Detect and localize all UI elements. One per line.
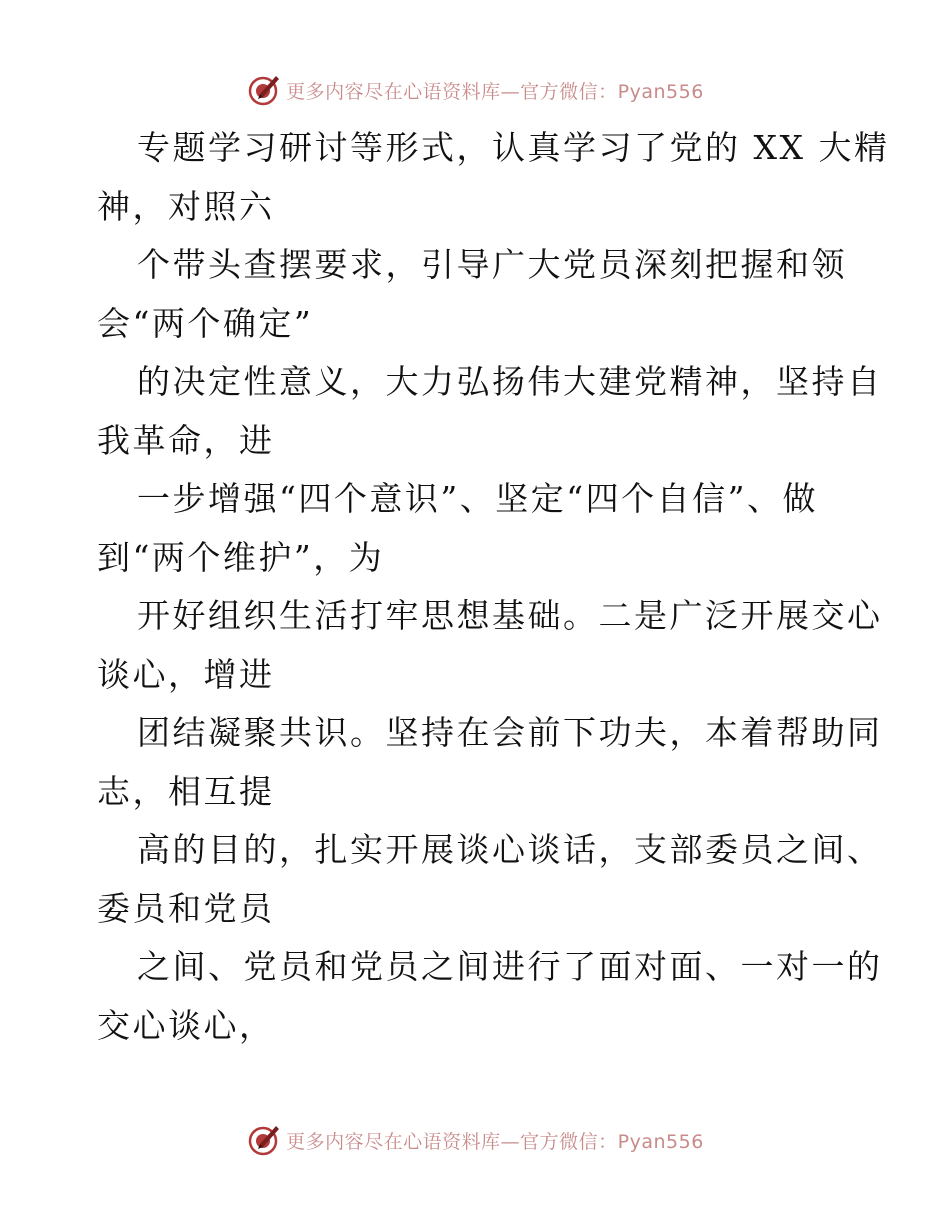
watermark-id: Pyan556 xyxy=(617,1130,704,1153)
paragraph-line: 委员和党员 xyxy=(97,889,275,928)
seal-pen-icon xyxy=(246,1122,282,1158)
paragraph-line: 交心谈心， xyxy=(97,1006,275,1045)
header-watermark xyxy=(0,70,950,110)
paragraph-line: 会“两个确定” xyxy=(97,304,314,343)
paragraph-line: 我革命，进 xyxy=(97,421,275,460)
watermark-text: 更多内容尽在心语资料库—官方微信：Pyan556 xyxy=(286,1130,704,1153)
footer-watermark xyxy=(0,1120,950,1160)
paragraph-line: 专题学习研讨等形式，认真学习了党的 XX 大精 xyxy=(137,128,890,167)
paragraph-line: 谈心，增进 xyxy=(97,655,275,694)
paragraph-line: 神，对照六 xyxy=(97,187,275,226)
paragraph-line: 开好组织生活打牢思想基础。二是广泛开展交心 xyxy=(137,596,883,635)
paragraph-line: 到“两个维护”，为 xyxy=(97,538,385,577)
paragraph-line: 的决定性意义，大力弘扬伟大建党精神，坚持自 xyxy=(137,362,883,401)
watermark-text: 更多内容尽在心语资料库—官方微信：Pyan556 xyxy=(286,80,704,103)
paragraph-line: 志，相互提 xyxy=(97,772,275,811)
paragraph-line: 之间、党员和党员之间进行了面对面、一对一的 xyxy=(137,947,883,986)
paragraph-line: 高的目的，扎实开展谈心谈话，支部委员之间、 xyxy=(137,830,883,869)
seal-pen-icon xyxy=(246,72,282,108)
paragraph-line: 个带头查摆要求，引导广大党员深刻把握和领 xyxy=(137,245,847,284)
watermark-id: Pyan556 xyxy=(617,80,704,103)
paragraph-line: 团结凝聚共识。坚持在会前下功夫，本着帮助同 xyxy=(137,713,883,752)
paragraph-line: 一步增强“四个意识”、坚定“四个自信”、做 xyxy=(137,479,818,518)
